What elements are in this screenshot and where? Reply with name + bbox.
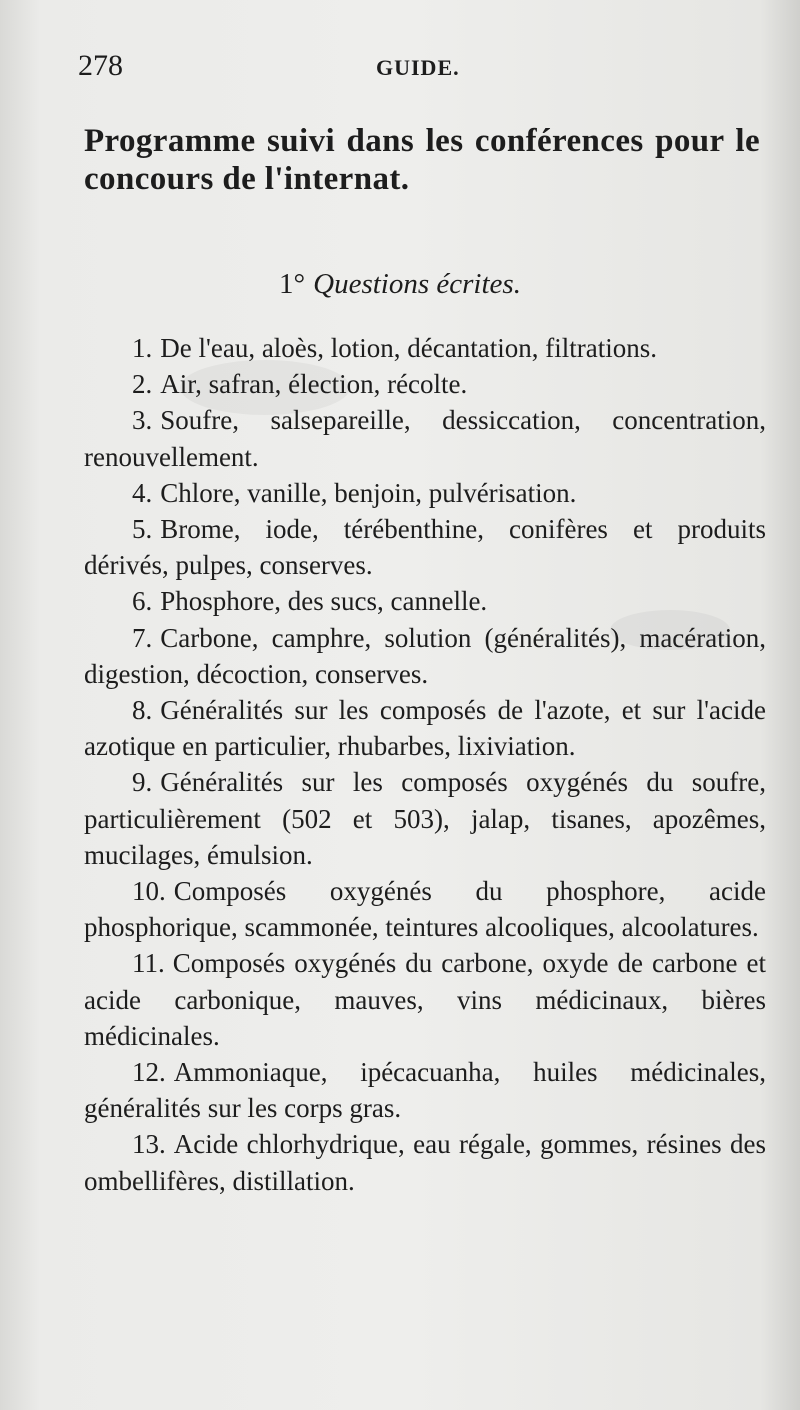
item-number: 1. (132, 333, 153, 363)
item-number: 5. (132, 514, 153, 545)
item-number: 3. (132, 405, 153, 436)
list-item (84, 873, 766, 945)
item-number: 2. (132, 369, 153, 400)
item-text: Brome, iode, térébenthine, conifères et produits dérivés, pulpes, conserves. (84, 514, 766, 581)
list-item (84, 692, 766, 764)
list-item (84, 583, 766, 619)
item-text: Phosphore, des sucs, cannelle. (160, 586, 488, 617)
item-text: Composés oxygénés du phosphore, acide phosphorique, scammonée, teintures alcooliques, alcoolatures. (84, 876, 766, 943)
item-text: Ammoniaque, ipécacuanha, huiles médicinales, généralités sur les corps gras. (84, 1057, 766, 1124)
item-text: Air, safran, élection, récolte. (160, 369, 468, 400)
list-item (84, 511, 766, 583)
programme-title: Programme suivi dans les conférences pour le concours de l'internat. (84, 123, 760, 197)
item-text: Acide chlorhydrique, eau régale, gommes, résines des ombellifères, distillation. (84, 1129, 766, 1196)
item-text: Généralités sur les composés de l'azote, et sur l'acide azotique en particulier, rhubarbes, lixiviation. (84, 695, 766, 762)
item-number: 13. (132, 1129, 166, 1160)
item-text: Composés oxygénés du carbone, oxyde de carbone et acide carbonique, mauves, vins médicinaux, bières médicinales. (84, 948, 766, 1051)
running-head: GUIDE. (376, 55, 460, 80)
item-number: 8. (132, 695, 153, 726)
section-number: 1° (279, 268, 306, 300)
item-text: Soufre, salsepareille, dessiccation, concentration, renouvellement. (84, 405, 766, 472)
item-number: 10. (132, 876, 166, 907)
list-item (84, 330, 766, 366)
list-item (84, 620, 766, 692)
item-text: Généralités sur les composés oxygénés du soufre, particulièrement (502 et 503), jalap, tisanes, apozêmes, mucilages, émulsion. (84, 767, 766, 870)
list-item (84, 475, 766, 511)
item-text: Chlore, vanille, benjoin, pulvérisation. (160, 477, 577, 508)
item-number: 12. (132, 1057, 166, 1088)
list-item (84, 402, 766, 474)
questions-list (84, 330, 766, 1199)
page-number: 278 (78, 49, 123, 82)
item-number: 11. (132, 948, 165, 979)
page-header (78, 48, 468, 88)
section-label: Questions écrites. (313, 268, 521, 300)
section-heading (0, 266, 800, 302)
list-item (84, 764, 766, 873)
item-number: 7. (132, 622, 153, 653)
item-number: 9. (132, 767, 153, 798)
item-text: De l'eau, aloès, lotion, décantation, filtrations. (160, 333, 657, 363)
item-number: 4. (132, 477, 153, 508)
list-item (84, 1126, 766, 1198)
item-number: 6. (132, 586, 153, 617)
list-item (84, 945, 766, 1054)
list-item (84, 366, 766, 402)
item-text: Carbone, camphre, solution (généralités), macération, digestion, décoction, conserves. (84, 622, 766, 689)
list-item (84, 1054, 766, 1126)
